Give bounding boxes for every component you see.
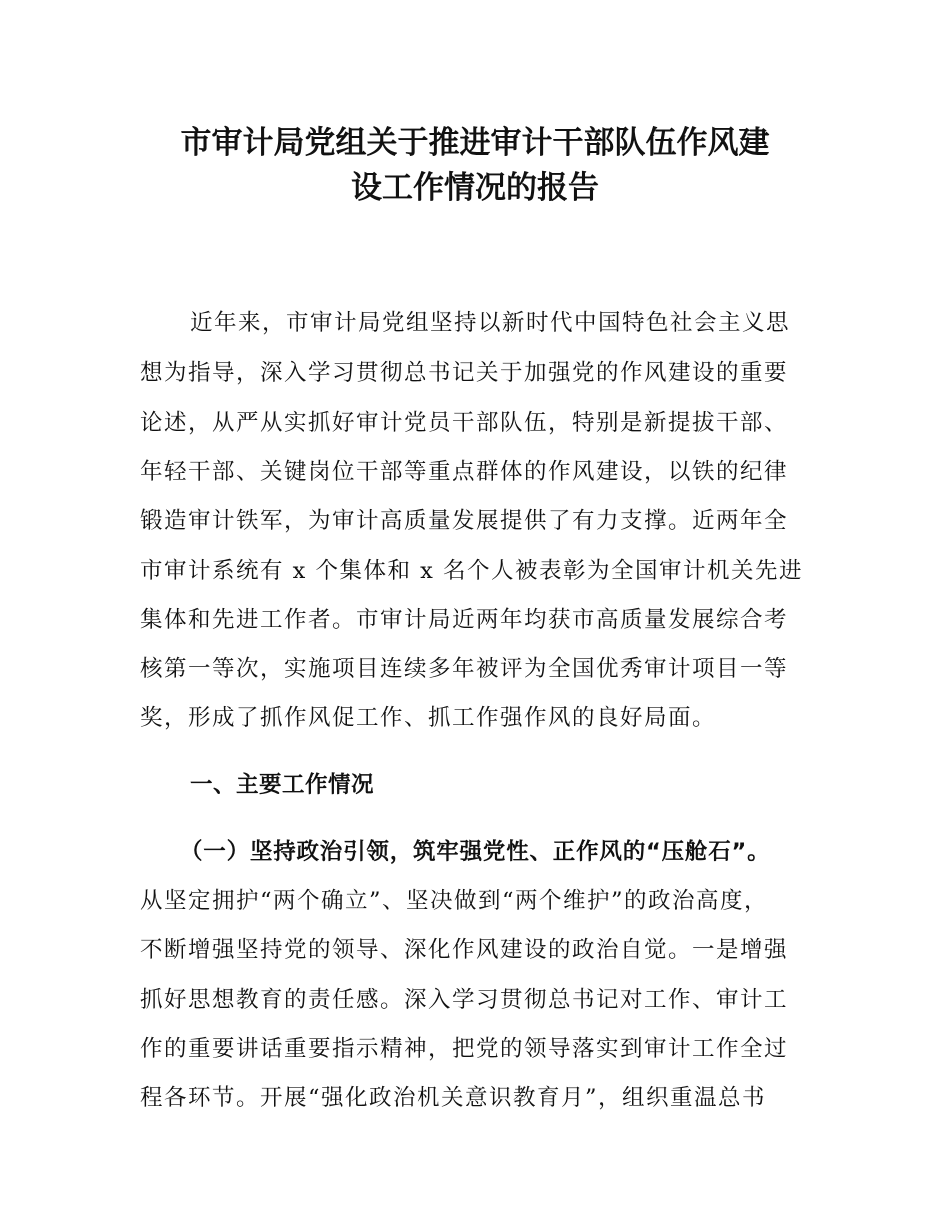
subsection-heading: （一）坚持政治引领，筑牢强党性、正作风的“压舱石”。 <box>180 839 771 865</box>
paragraph-line: 论述，从严从实抓好审计党员干部队伍，特别是新提拔干部、 <box>140 410 789 436</box>
paragraph-line: 从坚定拥护“两个确立”、坚决做到“两个维护”的政治高度， <box>140 888 769 914</box>
paragraph-line: 程各环节。开展“强化政治机关意识教育月”，组织重温总书 <box>140 1085 767 1111</box>
paragraph-line: 抓好思想教育的责任感。深入学习贯彻总书记对工作、审计工 <box>140 987 789 1013</box>
paragraph-line: 年轻干部、关键岗位干部等重点群体的作风建设，以铁的纪律 <box>140 459 789 485</box>
section-heading: 一、主要工作情况 <box>190 772 375 798</box>
document-title-line-2: 设工作情况的报告 <box>351 170 599 206</box>
paragraph-line: 市审计系统有 x 个集体和 x 名个人被表彰为全国审计机关先进 <box>140 558 803 584</box>
paragraph-line: 近年来，市审计局党组坚持以新时代中国特色社会主义思 <box>190 310 791 336</box>
paragraph-line: 锻造审计铁军，为审计高质量发展提供了有力支撑。近两年全 <box>140 508 789 534</box>
paragraph-line: 核第一等次，实施项目连续多年被评为全国优秀审计项目一等 <box>140 656 789 682</box>
paragraph-line: 集体和先进工作者。市审计局近两年均获市高质量发展综合考 <box>140 607 789 633</box>
paragraph-line: 不断增强坚持党的领导、深化作风建设的政治自觉。一是增强 <box>140 937 789 963</box>
paragraph-line: 奖，形成了抓作风促工作、抓工作强作风的良好局面。 <box>140 705 717 731</box>
paragraph-line: 想为指导，深入学习贯彻总书记关于加强党的作风建设的重要 <box>140 360 789 386</box>
paragraph-line: 作的重要讲话重要指示精神，把党的领导落实到审计工作全过 <box>140 1036 789 1062</box>
document-title-line-1: 市审计局党组关于推进审计干部队伍作风建 <box>180 125 770 161</box>
